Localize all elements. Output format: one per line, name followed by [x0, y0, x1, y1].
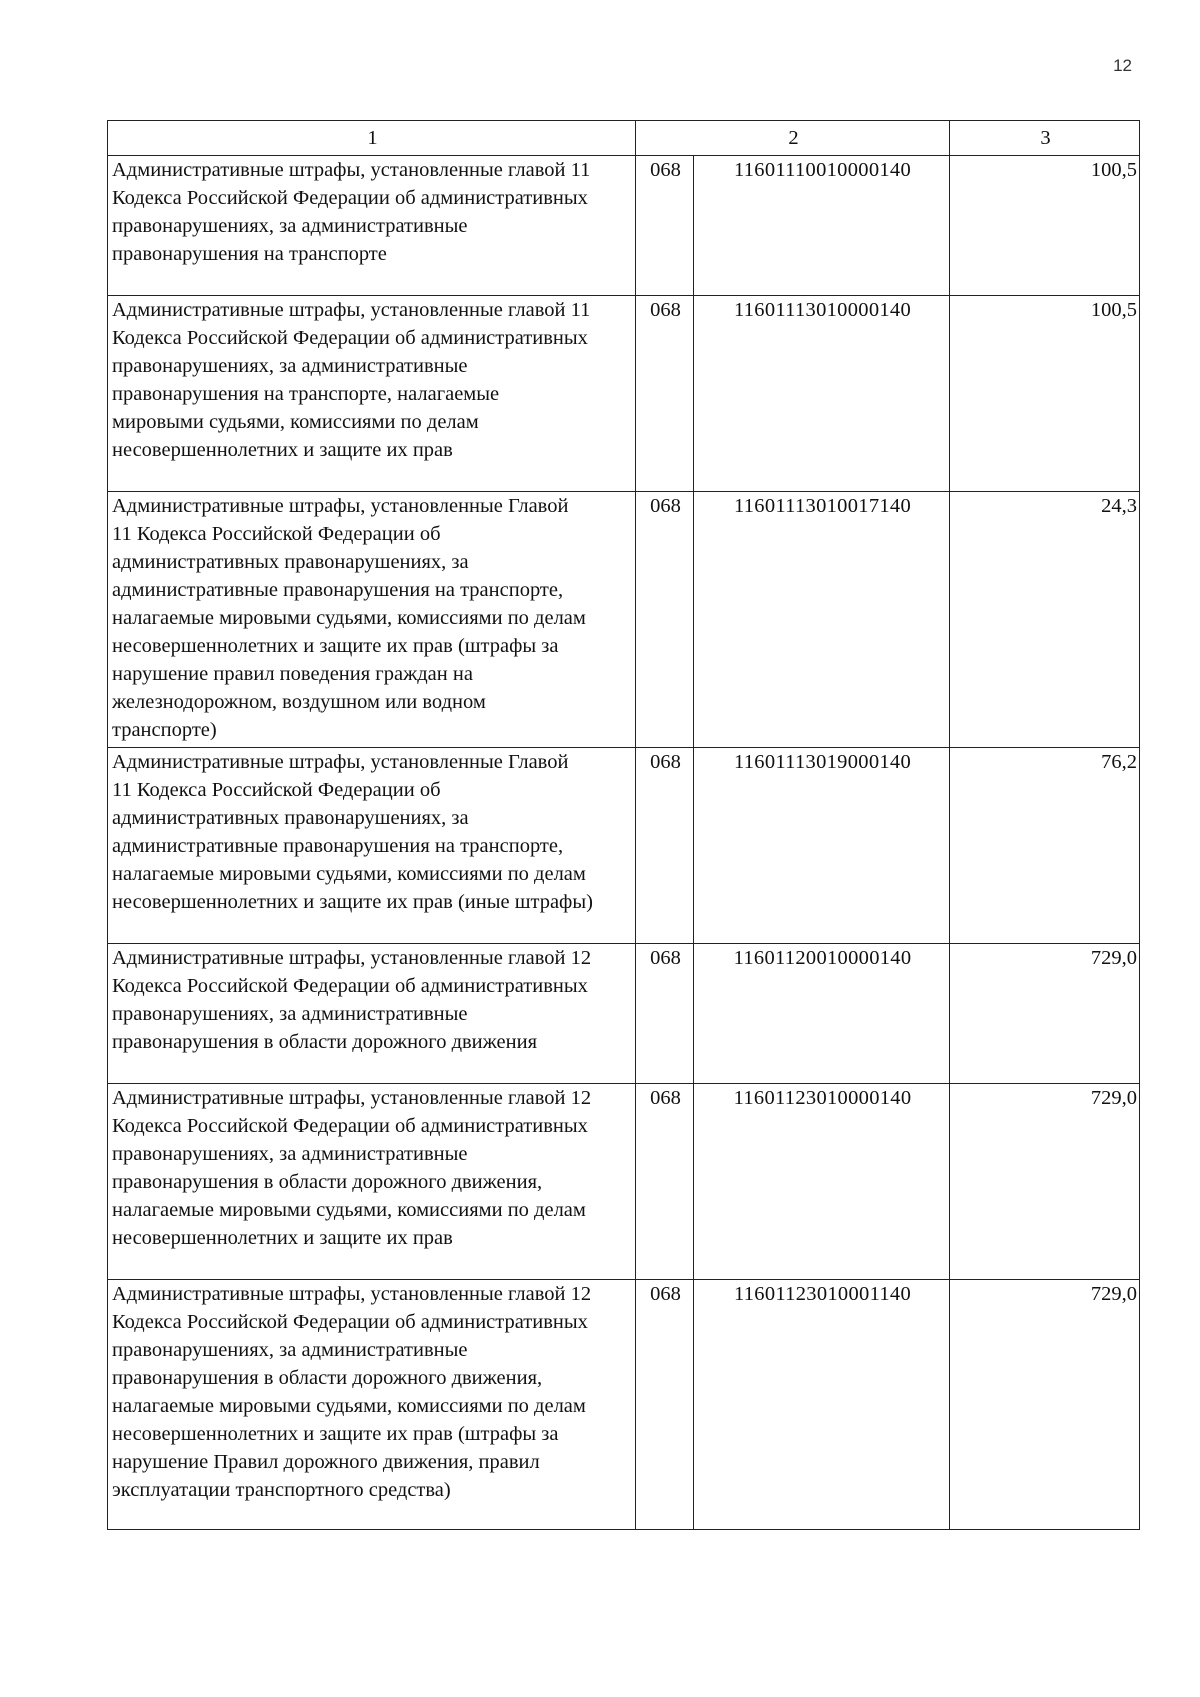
amount: 729,0	[950, 1280, 1140, 1530]
row-description	[108, 944, 636, 1084]
administrator-code: 068	[636, 748, 694, 944]
budget-classification-code: 11601113019000140	[694, 748, 950, 944]
amount: 729,0	[950, 944, 1140, 1084]
description-line: Административные штрафы, установленные Главой	[112, 495, 569, 517]
row-description	[108, 296, 636, 492]
administrator-code: 068	[636, 296, 694, 492]
description-line: налагаемые мировыми судьями, комиссиями по делам	[112, 607, 586, 629]
description-line: административные правонарушения на транспорте,	[112, 579, 564, 601]
description-line: несовершеннолетних и защите их прав (иные штрафы)	[112, 891, 593, 913]
description-line: правонарушения на транспорте	[112, 243, 387, 265]
amount: 100,5	[950, 156, 1140, 296]
description-line: Административные штрафы, установленные главой 12	[112, 947, 592, 969]
description-line: Кодекса Российской Федерации об административных	[112, 1311, 588, 1333]
description-line: железнодорожном, воздушном или водном	[112, 691, 486, 713]
table-row	[108, 1280, 1140, 1530]
description-line: правонарушениях, за административные	[112, 1143, 468, 1165]
page-number: 12	[1113, 56, 1132, 75]
description-line: Административные штрафы, установленные Главой	[112, 751, 569, 773]
description-line: правонарушения в области дорожного движения,	[112, 1367, 543, 1389]
description-line: несовершеннолетних и защите их прав (штрафы за	[112, 1423, 559, 1445]
amount: 24,3	[950, 492, 1140, 748]
administrator-code: 068	[636, 492, 694, 748]
description-line: Кодекса Российской Федерации об административных	[112, 1115, 588, 1137]
budget-classification-code: 11601123010001140	[694, 1280, 950, 1530]
description-line: мировыми судьями, комиссиями по делам	[112, 411, 479, 433]
administrator-code: 068	[636, 156, 694, 296]
table-header-row	[108, 121, 1140, 156]
description-line: административные правонарушения на транспорте,	[112, 835, 564, 857]
budget-classification-code: 11601110010000140	[694, 156, 950, 296]
description-line: несовершеннолетних и защите их прав	[112, 439, 453, 461]
description-line: Кодекса Российской Федерации об административных	[112, 975, 588, 997]
row-description	[108, 156, 636, 296]
description-line: правонарушения в области дорожного движения	[112, 1031, 538, 1053]
administrator-code: 068	[636, 1280, 694, 1530]
table-row	[108, 944, 1140, 1084]
description-line: эксплуатации транспортного средства)	[112, 1479, 451, 1501]
revenue-table	[107, 120, 1140, 1530]
description-line: 11 Кодекса Российской Федерации об	[112, 523, 441, 545]
description-line: административных правонарушениях, за	[112, 551, 469, 573]
description-line: нарушение Правил дорожного движения, правил	[112, 1451, 540, 1473]
description-line: Административные штрафы, установленные главой 12	[112, 1283, 592, 1305]
description-line: административных правонарушениях, за	[112, 807, 469, 829]
row-description	[108, 1280, 636, 1530]
table-row	[108, 492, 1140, 748]
description-line: налагаемые мировыми судьями, комиссиями по делам	[112, 1395, 586, 1417]
description-line: правонарушения в области дорожного движения,	[112, 1171, 543, 1193]
header-col-2: 2	[636, 121, 950, 156]
description-line: несовершеннолетних и защите их прав (штрафы за	[112, 635, 559, 657]
description-line: налагаемые мировыми судьями, комиссиями по делам	[112, 863, 586, 885]
description-line: Кодекса Российской Федерации об административных	[112, 187, 588, 209]
amount: 729,0	[950, 1084, 1140, 1280]
description-line: правонарушения на транспорте, налагаемые	[112, 383, 500, 405]
description-line: Кодекса Российской Федерации об административных	[112, 327, 588, 349]
description-line: правонарушениях, за административные	[112, 1339, 468, 1361]
budget-classification-code: 11601123010000140	[694, 1084, 950, 1280]
description-line: правонарушениях, за административные	[112, 1003, 468, 1025]
row-description	[108, 492, 636, 748]
description-line: Административные штрафы, установленные главой 11	[112, 299, 591, 321]
description-line: Административные штрафы, установленные главой 12	[112, 1087, 592, 1109]
header-col-3: 3	[950, 121, 1140, 156]
description-line: 11 Кодекса Российской Федерации об	[112, 779, 441, 801]
description-line: Административные штрафы, установленные главой 11	[112, 159, 591, 181]
description-line: нарушение правил поведения граждан на	[112, 663, 473, 685]
description-line: транспорте)	[112, 719, 217, 741]
table-row	[108, 1084, 1140, 1280]
administrator-code: 068	[636, 944, 694, 1084]
budget-classification-code: 11601113010017140	[694, 492, 950, 748]
row-description	[108, 1084, 636, 1280]
row-description	[108, 748, 636, 944]
table-row	[108, 748, 1140, 944]
description-line: правонарушениях, за административные	[112, 355, 468, 377]
administrator-code: 068	[636, 1084, 694, 1280]
description-line: несовершеннолетних и защите их прав	[112, 1227, 453, 1249]
amount: 100,5	[950, 296, 1140, 492]
table-row	[108, 156, 1140, 296]
amount: 76,2	[950, 748, 1140, 944]
table-row	[108, 296, 1140, 492]
description-line: налагаемые мировыми судьями, комиссиями по делам	[112, 1199, 586, 1221]
description-line: правонарушениях, за административные	[112, 215, 468, 237]
header-col-1: 1	[108, 121, 636, 156]
budget-classification-code: 11601113010000140	[694, 296, 950, 492]
budget-classification-code: 11601120010000140	[694, 944, 950, 1084]
